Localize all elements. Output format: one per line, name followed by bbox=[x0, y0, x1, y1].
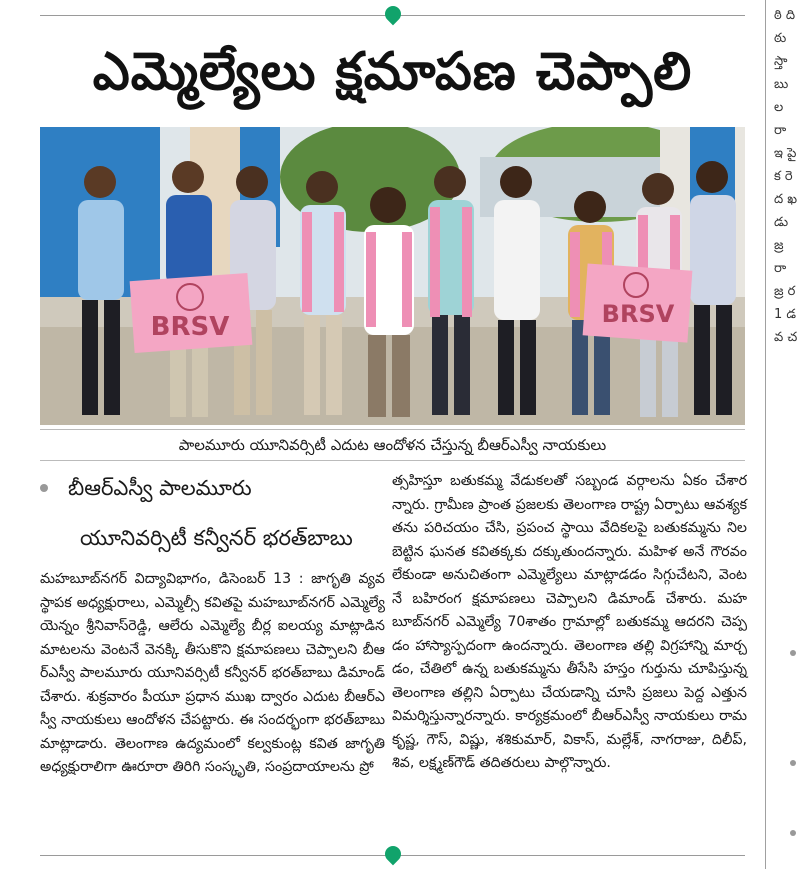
banner-left-text: BRSV bbox=[150, 312, 230, 342]
drop-icon bbox=[382, 3, 405, 26]
bullet-icon bbox=[40, 484, 48, 492]
bullet-icon bbox=[790, 760, 796, 766]
banner-right-text: BRSV bbox=[601, 300, 675, 328]
headline: ఎమ్మెల్యేలు క్షమాపణ చెప్పాలి bbox=[92, 42, 693, 102]
photo-caption: పాలమూరు యూనివర్సిటీ ఎదుట ఆందోళన చేస్తున్న బీఆర్ఎస్వీ నాయకులు bbox=[40, 429, 745, 461]
bullet-icon bbox=[790, 830, 796, 836]
body-left-column: మహబూబ్‌నగర్ విద్యావిభాగం, డిసెంబర్ 13 : జాగృతి వ్యవస్థాపక అధ్యక్షురాలు, ఎమ్మెల్సీ కవితపై మహబూబ్‌నగర్ ఎమ్మెల్యే యెన్నం శ్రీనివాస్‌రెడ్డి, ఆలేరు ఎమ్మెల్యే బీర్ల ఐలయ్య మాట్లాడిన మాటలను వెంటనే వెనక్కి తీసుకొని క్షమాపణలు చెప్పాలని బీఆర్ఎస్వీ పాలమూరు యూనివర్సిటీ కన్వీనర్ భరత్‌బాబు డిమాండ్ చేశారు. శుక్రవారం పీయూ ప్రధాన ముఖ ద్వారం ఎదుట బీఆర్ఎస్వీ నాయకులు ఆందోళన చేపట్టారు. ఈ సందర్భంగా భరత్‌బాబు మాట్లాడారు. తెలంగాణ ఉద్యమంలో కల్వకుంట్ల కవిత జాగృతి అధ్యక్షురాలిగా ఊరూరా తిరిగి సంస్కృతి, సంప్రదాయాలను ప్రో bbox=[40, 571, 385, 775]
subheading bbox=[40, 470, 385, 570]
drop-icon bbox=[382, 843, 405, 866]
subheading-line2: యూనివర్సిటీ కన్వీనర్ భరత్‌బాబు bbox=[80, 526, 353, 550]
adjacent-article-text: ఠి ది ఠు స్తా బు ల రా ఇ పై క రె ద ఖ డు జ్ర రా జ్ర ర 1 డ వ చ bbox=[774, 8, 798, 345]
body-right-column: త్సహిస్తూ బతుకమ్మ వేడుకలతో సబ్బండ వర్గాలను ఏకం చేశారన్నారు. గ్రామీణ ప్రాంత ప్రజలకు తెలంగాణ రాష్ట్ర ఏర్పాటు ఆవశ్యకతను పరిచయం చేసి, ప్రపంచ స్థాయి వేదికలపై బతుకమ్మను నిలబెట్టిన ఘనత కవితక్కకు దక్కుతుందన్నారు. మహిళ అనే గౌరవం లేకుండా అనుచితంగా ఎమ్మెల్యేలు మాట్లాడడం సిగ్గుచేటని, వెంటనే బహిరంగ క్షమాపణలు చెప్పాలని డిమాండ్ చేశారు. మహబూబ్‌నగర్ ఎమ్మెల్యే 70శాతం గ్రామాల్లో బతుకమ్మ ఆదరని చెప్పడం హాస్యాస్పదంగా ఉందన్నారు. తెలంగాణ తల్లి విగ్రహాన్ని మార్చడం, చేతిలో ఉన్న బతుకమ్మను తీసేసి హస్తం గుర్తును చూపిస్తున్న తెలంగాణ తల్లిని ఏర్పాటు చేయడాన్ని చూసి ప్రజలు పెద్ద ఎత్తున విమర్శిస్తున్నారన్నారు. కార్యక్రమంలో బీఆర్ఎస్వీ నాయకులు రామకృష్ణ, గౌస్, విష్ణు, శశికుమార్, వికాస్, మల్లేశ్, నాగరాజు, దిలీప్, శివ, లక్ష్మణ్‌గౌడ్ తదితరులు పాల్గొన్నారు. bbox=[392, 473, 747, 771]
subheading-line1: బీఆర్ఎస్వీ పాలమూరు bbox=[68, 476, 252, 500]
column-divider bbox=[765, 0, 766, 869]
top-rule bbox=[40, 8, 745, 22]
news-photo bbox=[40, 127, 745, 425]
bottom-rule bbox=[40, 848, 745, 862]
bullet-icon bbox=[790, 650, 796, 656]
adjacent-article-strip bbox=[772, 0, 800, 869]
